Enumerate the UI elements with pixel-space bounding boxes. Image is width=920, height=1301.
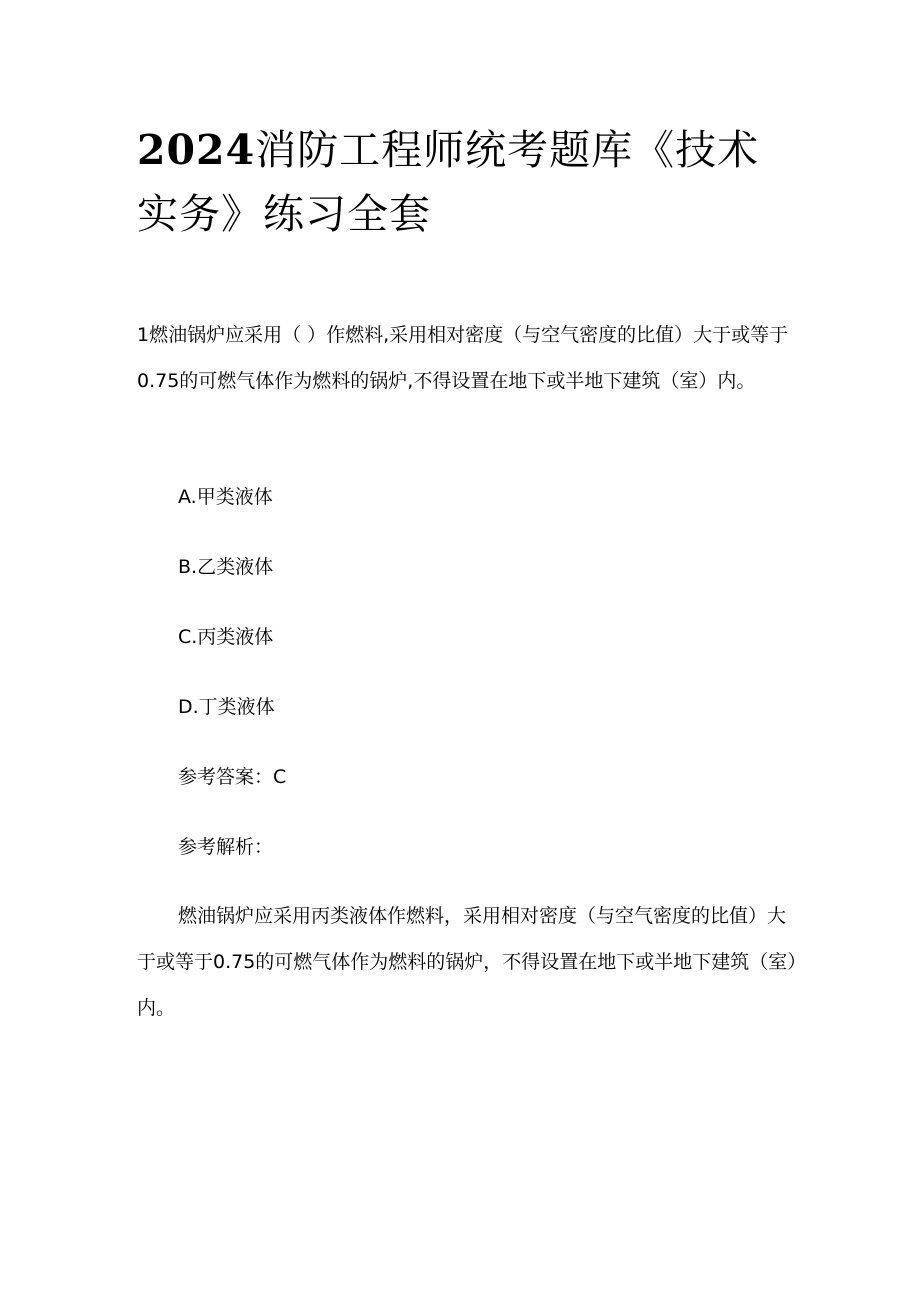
title-year: 2024 xyxy=(137,126,256,174)
option-a: A.甲类液体 xyxy=(178,486,273,508)
document-title xyxy=(137,118,797,246)
analysis-text: 燃油锅炉应采用丙类液体作燃料，采用相对密度（与空气密度的比值）大于或等于0.75的可燃气体作为燃料的锅炉，不得设置在地下或半地下建筑（室）内。 xyxy=(137,905,797,1019)
option-c: C.丙类液体 xyxy=(178,626,274,648)
analysis-label: 参考解析： xyxy=(178,836,274,858)
option-b: B.乙类液体 xyxy=(178,556,274,578)
reference-answer: 参考答案：C xyxy=(178,766,287,788)
question-text: 1燃油锅炉应采用（ ）作燃料,采用相对密度（与空气密度的比值）大于或等于0.75的可燃气体作为燃料的锅炉,不得设置在地下或半地下建筑（室）内。 xyxy=(137,324,789,392)
title-text: 消防工程师统考题库《技术实务》练习全套 xyxy=(137,126,760,238)
option-d: D.丁类液体 xyxy=(178,696,275,718)
